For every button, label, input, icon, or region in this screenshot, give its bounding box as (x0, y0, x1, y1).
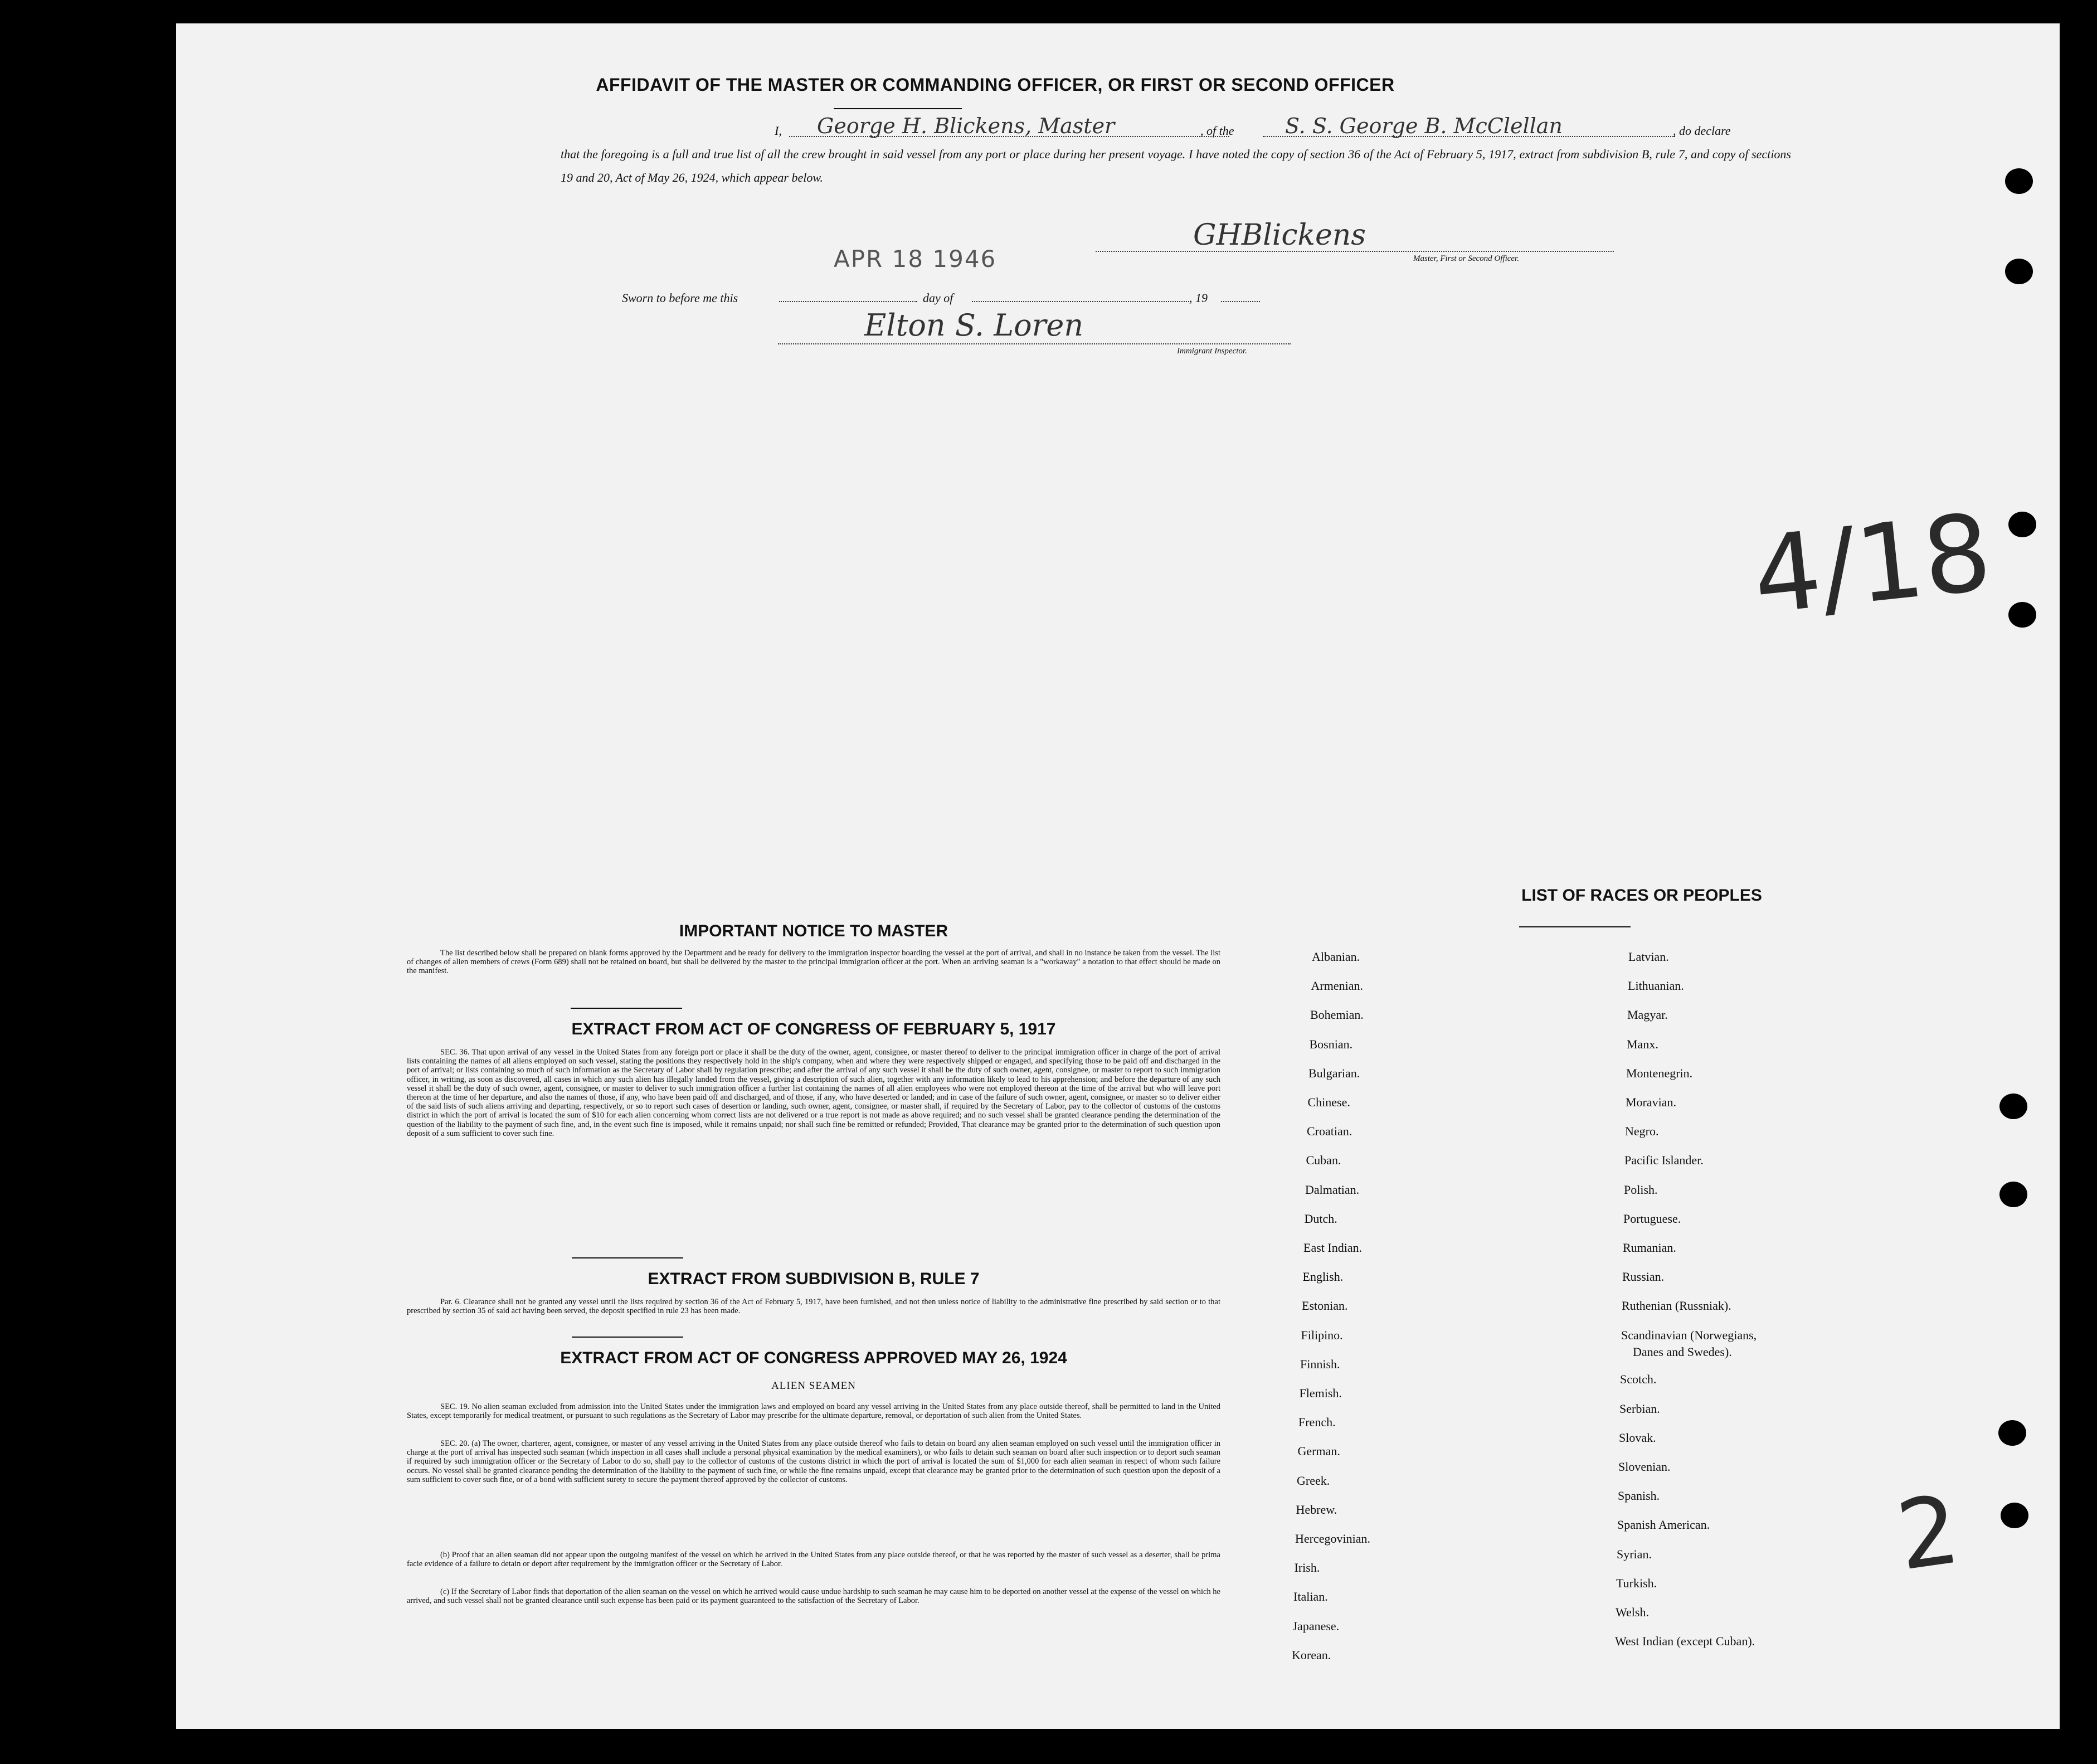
race-right-item: Manx. (1627, 1037, 1658, 1051)
race-right-item: Welsh. (1616, 1605, 1649, 1620)
race-right-item: Lithuanian. (1628, 979, 1684, 993)
race-right-item: Slovenian. (1618, 1460, 1671, 1474)
race-left-item: Chinese. (1307, 1095, 1350, 1109)
race-right-item: Ruthenian (Russniak). (1622, 1299, 1731, 1313)
race-right-item: Magyar. (1627, 1008, 1668, 1022)
section-rule-1 (571, 1008, 682, 1009)
sworn-text: Sworn to before me this (622, 291, 738, 305)
race-right-item: Portuguese. (1623, 1211, 1681, 1226)
race-right-item-continued: Danes and Swedes). (1633, 1344, 1732, 1359)
race-left-item: Irish. (1294, 1561, 1320, 1575)
inspector-caption: Immigrant Inspector. (1177, 347, 1247, 356)
punch-hole (2005, 168, 2033, 194)
inspector-signature-line (778, 343, 1291, 344)
punch-hole (1999, 1182, 2027, 1207)
inspector-signature: Elton S. Loren (864, 308, 1084, 343)
race-left-item: Hercegovinian. (1295, 1532, 1370, 1546)
notice-title: IMPORTANT NOTICE TO MASTER (679, 922, 948, 940)
day-of-label: day of (923, 291, 953, 305)
extract-1924-subtitle: ALIEN SEAMEN (771, 1380, 856, 1392)
race-left-item: Bosnian. (1309, 1037, 1353, 1051)
extract-1917-text: SEC. 36. That upon arrival of any vessel in the United States from any foreign port or place it shall be the duty of the owner, agent, consignee, or master thereof to deliver to the principal immigration officer in charge of the port of arrival lists containing the names of all aliens employed on such vessel, stating the positions they respectively hold in the ship's company, when and where they were respectively shipped or engaged, and specifying those to be paid off and discharged in the port of arrival; or lists containing so much of such information as the Secretary of Labor shall by regulation prescribe; and after the arrival of any such vessel it shall be the duty of such owner, agent, consignee, or master to report to such immigration officer, in writing, as soon as discovered, all cases in which any such alien has illegally landed from the vessel, giving a description of such alien, together with any information likely to lead to his apprehension; and before the departure of any such vessel it shall be the duty of such owner, agent, consignee, or master to deliver to such immigration officer a further list containing the names of all alien employees who were not employed thereon at the time of the arrival but who will leave port thereon at the time of her departure, and also the names of those, if any, who have been paid off and discharged, and of those, if any, who have deserted or landed; and in case of the failure of such owner, agent, consignee, or master so to deliver either of the said lists of such aliens arriving and departing, respectively, or so to report such cases of desertion or landing, such owner, agent, consignee, or master shall, if required by the Secretary of Labor, pay to the collector of customs of the customs district in which the port of arrival is located the sum of $10 for each alien concerning whom correct lists are not delivered or a true report is not made as above required; and no such vessel shall be granted clearance pending the determination of the question of the liability to the payment of such fine, and, in the event such fine is imposed, while it remains unpaid; nor shall such fine be remitted or refunded; Provided, That clearance may be granted prior to the determination of such question upon deposit of a sum sufficient to cover such fine. (407, 1048, 1220, 1138)
race-right-item: Scotch. (1620, 1372, 1657, 1387)
sworn-day-line (779, 301, 917, 302)
declare-label: , do declare (1673, 124, 1731, 138)
extract-1924-sec20b: (b) Proof that an alien seaman did not appear upon the outgoing manifest of the vessel on which he arrived in the United States from any place outside thereof, or that he was reported by the master of such vessel as a deserter, shall be prima facie evidence of a failure to detain or deport after requirement by the immigration officer or the Secretary of Labor. (407, 1551, 1220, 1569)
race-right-item: Pacific Islander. (1624, 1153, 1704, 1168)
extract-rule7-text: Par. 6. Clearance shall not be granted any vessel until the lists required by section 36 of the Act of February 5, 1917, have been furnished, and not then unless notice of liability to the administrative fine prescribed by said section or to that prescribed by section 35 of said act having been served, the deposit specified in rule 23 has been made. (407, 1298, 1220, 1316)
document-page (176, 23, 2060, 1729)
race-right-item: Moravian. (1626, 1095, 1677, 1109)
race-left-item: Flemish. (1299, 1386, 1342, 1400)
races-title: LIST OF RACES OR PEOPLES (1521, 886, 1762, 905)
handwritten-mark: 2 (1890, 1474, 1966, 1592)
race-right-item: Slovak. (1619, 1430, 1656, 1445)
master-caption: Master, First or Second Officer. (1413, 254, 1519, 263)
race-left-item: Dalmatian. (1305, 1182, 1360, 1197)
punch-hole (1999, 1094, 2027, 1119)
affidavit-title: AFFIDAVIT OF THE MASTER OR COMMANDING OFFICER, OR FIRST OR SECOND OFFICER (596, 75, 1395, 95)
race-left-item: Italian. (1293, 1590, 1328, 1604)
race-left-item: Finnish. (1300, 1357, 1340, 1371)
sworn-year-line (1221, 301, 1260, 302)
of-label: , of the (1200, 124, 1234, 138)
extract-1924-title: EXTRACT FROM ACT OF CONGRESS APPROVED MAY 26, 1924 (560, 1349, 1067, 1367)
punch-hole (2001, 1503, 2028, 1528)
race-left-item: Albanian. (1312, 950, 1360, 964)
extract-1924-sec20a: SEC. 20. (a) The owner, charterer, agent, consignee, or master of any vessel arriving in the United States from any place outside thereof who fails to detain on board any alien seaman employed on such vessel until the immigration officer in charge at the port of arrival has inspected such seaman (which inspection in all cases shall include a personal physical examination by the medical examiners), or who fails to detain such seaman on board after such inspection or to deport such seaman if required by such immigration officer or the Secretary of Labor to do so, shall pay to the collector of customs of the customs district in which the port of arrival is located the sum of $1,000 for each alien seaman in respect of whom such failure occurs. No vessel shall be granted clearance pending the determination of the liability to the payment of such fine, or while the fine remains unpaid, except that clearance may be granted prior to the determination of such question upon the deposit of a sum sufficient to cover such fine, or of a bond with sufficient surety to secure the payment thereof approved by the collector of customs. (407, 1439, 1220, 1484)
races-title-rule (1519, 926, 1631, 927)
master-name-handwritten: George H. Blickens, Master (817, 114, 1115, 138)
race-left-item: Dutch. (1304, 1211, 1337, 1226)
punch-hole (2008, 512, 2036, 537)
section-rule-2 (572, 1257, 683, 1258)
race-right-item: Scandinavian (Norwegians, (1621, 1328, 1757, 1342)
extract-1924-sec19: SEC. 19. No alien seaman excluded from admission into the United States under the immigration laws and employed on board any vessel arriving in the United States from any place outside thereof, shall be permitted to land in the United States, except temporarily for medical treatment, or pursuant to such regulations as the Secretary of Labor may prescribe for the ultimate departure, removal, or deportation of such alien from the United States. (407, 1402, 1220, 1421)
punch-hole (2005, 259, 2033, 284)
race-right-item: Latvian. (1628, 950, 1669, 964)
master-signature: GHBlickens (1193, 218, 1366, 252)
extract-1924-sec20c: (c) If the Secretary of Labor finds that deportation of the alien seaman on the vessel on which he arrived would cause undue hardship to such seaman he may cause him to be deported on another vessel at the expense of the vessel on which he arrived, and such vessel shall not be granted clearance until such expense has been paid or its payment guaranteed to the satisfaction of the Secretary of Labor. (407, 1587, 1220, 1606)
race-right-item: Syrian. (1617, 1547, 1652, 1561)
race-right-item: Spanish. (1618, 1489, 1660, 1503)
race-right-item: Serbian. (1619, 1401, 1660, 1416)
race-left-item: German. (1297, 1444, 1340, 1459)
punch-hole (1998, 1420, 2026, 1446)
race-right-item: Spanish American. (1617, 1518, 1710, 1532)
affidavit-prefix: I, (775, 124, 782, 138)
extract-rule7-title: EXTRACT FROM SUBDIVISION B, RULE 7 (648, 1270, 980, 1288)
race-left-item: Armenian. (1311, 979, 1363, 993)
vessel-handwritten: S. S. George B. McClellan (1285, 114, 1563, 138)
race-right-item: Polish. (1624, 1182, 1658, 1197)
date-stamp: APR 18 1946 (834, 245, 997, 273)
race-right-item: Negro. (1625, 1124, 1659, 1139)
section-rule-3 (572, 1337, 683, 1338)
race-left-item: French. (1298, 1415, 1336, 1430)
race-right-item: Rumanian. (1623, 1241, 1676, 1255)
race-left-item: Cuban. (1306, 1153, 1341, 1168)
race-left-item: English. (1302, 1270, 1344, 1284)
race-left-item: Hebrew. (1296, 1502, 1337, 1517)
extract-1917-title: EXTRACT FROM ACT OF CONGRESS OF FEBRUARY 5, 1917 (571, 1020, 1056, 1038)
race-left-item: Korean. (1292, 1648, 1331, 1662)
race-left-item: Bohemian. (1310, 1008, 1364, 1022)
race-left-item: Estonian. (1302, 1299, 1348, 1313)
sworn-month-line (972, 301, 1189, 302)
race-right-item: Russian. (1622, 1270, 1665, 1284)
notice-text: The list described below shall be prepared on blank forms approved by the Department and be ready for delivery to the immigration inspector boarding the vessel at the port of arrival, and shall in no instance be taken from the vessel. The list of changes of alien members of crews (Form 689) shall not be retained on board, but shall be delivered by the master to the principal immigration officer at the port. When an arriving seaman is a "workaway" a notation to that effect should be made on the manifest. (407, 949, 1220, 976)
race-right-item: Turkish. (1616, 1576, 1657, 1590)
race-right-item: West Indian (except Cuban). (1615, 1634, 1755, 1649)
race-left-item: Croatian. (1307, 1124, 1352, 1139)
race-left-item: Japanese. (1292, 1619, 1340, 1633)
punch-hole (2008, 602, 2036, 628)
affidavit-body: that the foregoing is a full and true list of all the crew brought in said vessel from any port or place during her present voyage. I have noted the copy of section 36 of the Act of February 5, 1917, extract from subdivision B, rule 7, and copy of sections 19 and 20, Act of May 26, 1924, which appear below. (561, 147, 1791, 184)
race-left-item: Filipino. (1301, 1328, 1343, 1342)
year-prefix: , 19 (1189, 291, 1208, 305)
race-left-item: East Indian. (1303, 1241, 1363, 1255)
handwritten-page-number: 4/18 (1747, 490, 1997, 638)
race-left-item: Bulgarian. (1308, 1066, 1360, 1080)
title-rule (834, 108, 962, 109)
race-right-item: Montenegrin. (1626, 1066, 1693, 1080)
race-left-item: Greek. (1297, 1473, 1330, 1488)
